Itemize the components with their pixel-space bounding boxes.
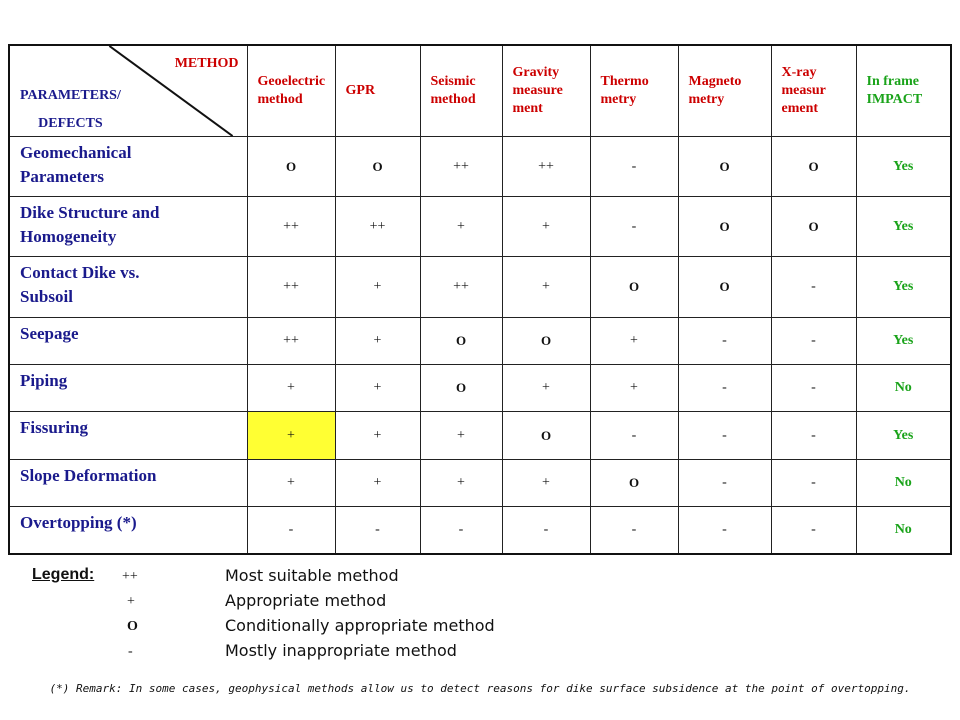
row-label: Fissuring bbox=[9, 412, 247, 460]
row-label: Geomechanical Parameters bbox=[9, 137, 247, 197]
cell-gpr: O bbox=[335, 137, 420, 197]
cell-xray: O bbox=[771, 137, 856, 197]
cell-xray: - bbox=[771, 507, 856, 554]
legend-item bbox=[32, 566, 732, 590]
cell-xray: - bbox=[771, 365, 856, 412]
cell-gravity: O bbox=[502, 412, 590, 460]
cell-geoelectric: ++ bbox=[247, 197, 335, 257]
header-row bbox=[9, 45, 951, 137]
cell-magnetometry: O bbox=[678, 197, 771, 257]
cell-gravity: + bbox=[502, 365, 590, 412]
table-row bbox=[9, 318, 951, 365]
corner-method-label: METHOD bbox=[174, 56, 239, 71]
cell-inframe-impact: Yes bbox=[856, 318, 951, 365]
method-header-geoelectric: Geoelectric method bbox=[247, 45, 335, 137]
cell-gravity: + bbox=[502, 257, 590, 318]
cell-thermometry: O bbox=[590, 257, 678, 318]
cell-geoelectric: + bbox=[247, 460, 335, 507]
corner-parameters-label bbox=[20, 82, 121, 138]
cell-inframe-impact: Yes bbox=[856, 137, 951, 197]
legend-item bbox=[32, 641, 732, 665]
legend-item bbox=[32, 616, 732, 640]
methods-table bbox=[8, 44, 952, 555]
cell-thermometry: - bbox=[590, 412, 678, 460]
table-body bbox=[9, 137, 951, 555]
method-header-seismic: Seismic method bbox=[420, 45, 502, 137]
cell-gravity: + bbox=[502, 197, 590, 257]
legend-item bbox=[32, 591, 732, 615]
cell-seismic: ++ bbox=[420, 257, 502, 318]
cell-thermometry: + bbox=[590, 365, 678, 412]
table-row bbox=[9, 412, 951, 460]
cell-thermometry: + bbox=[590, 318, 678, 365]
method-header-magnetometry: Magneto metry bbox=[678, 45, 771, 137]
row-label: Seepage bbox=[9, 318, 247, 365]
cell-gpr: + bbox=[335, 365, 420, 412]
cell-magnetometry: O bbox=[678, 137, 771, 197]
cell-seismic: O bbox=[420, 318, 502, 365]
table-row bbox=[9, 460, 951, 507]
method-header-gpr: GPR bbox=[335, 45, 420, 137]
cell-gpr: + bbox=[335, 412, 420, 460]
cell-inframe-impact: No bbox=[856, 507, 951, 554]
cell-magnetometry: - bbox=[678, 460, 771, 507]
row-label: Piping bbox=[9, 365, 247, 412]
method-header-gravity: Gravity measure ment bbox=[502, 45, 590, 137]
row-label: Dike Structure and Homogeneity bbox=[9, 197, 247, 257]
cell-xray: - bbox=[771, 318, 856, 365]
cell-inframe-impact: Yes bbox=[856, 197, 951, 257]
cell-thermometry: - bbox=[590, 137, 678, 197]
cell-gpr: ++ bbox=[335, 197, 420, 257]
table-row bbox=[9, 197, 951, 257]
table-row bbox=[9, 137, 951, 197]
cell-geoelectric: ++ bbox=[247, 257, 335, 318]
cell-seismic: ++ bbox=[420, 137, 502, 197]
cell-xray: - bbox=[771, 412, 856, 460]
row-label: Contact Dike vs. Subsoil bbox=[9, 257, 247, 318]
cell-magnetometry: - bbox=[678, 507, 771, 554]
cell-xray: - bbox=[771, 460, 856, 507]
cell-gpr: - bbox=[335, 507, 420, 554]
cell-inframe-impact: Yes bbox=[856, 257, 951, 318]
cell-gravity: ++ bbox=[502, 137, 590, 197]
legend-description: Appropriate method bbox=[225, 591, 387, 610]
legend-symbol: ++ bbox=[122, 569, 138, 584]
legend-symbol: O bbox=[127, 619, 138, 634]
table-row bbox=[9, 257, 951, 318]
cell-geoelectric: + bbox=[247, 365, 335, 412]
cell-magnetometry: O bbox=[678, 257, 771, 318]
cell-gpr: + bbox=[335, 257, 420, 318]
cell-xray: O bbox=[771, 197, 856, 257]
legend-title: Legend: bbox=[32, 566, 95, 583]
method-header-inframe-impact: In frame IMPACT bbox=[856, 45, 951, 137]
cell-geoelectric: - bbox=[247, 507, 335, 554]
cell-seismic: O bbox=[420, 365, 502, 412]
cell-gpr: + bbox=[335, 318, 420, 365]
cell-magnetometry: - bbox=[678, 412, 771, 460]
cell-thermometry: - bbox=[590, 507, 678, 554]
cell-inframe-impact: No bbox=[856, 365, 951, 412]
cell-inframe-impact: Yes bbox=[856, 412, 951, 460]
cell-geoelectric: O bbox=[247, 137, 335, 197]
cell-geoelectric: ++ bbox=[247, 318, 335, 365]
cell-seismic: + bbox=[420, 460, 502, 507]
row-label: Overtopping (*) bbox=[9, 507, 247, 554]
cell-gpr: + bbox=[335, 460, 420, 507]
cell-xray: - bbox=[771, 257, 856, 318]
cell-inframe-impact: No bbox=[856, 460, 951, 507]
cell-magnetometry: - bbox=[678, 318, 771, 365]
legend-symbol: - bbox=[128, 644, 133, 659]
legend-description: Most suitable method bbox=[225, 566, 399, 585]
cell-thermometry: O bbox=[590, 460, 678, 507]
corner-parameters-line: PARAMETERS/ bbox=[20, 88, 121, 103]
legend-description: Mostly inappropriate method bbox=[225, 641, 457, 660]
cell-gravity: O bbox=[502, 318, 590, 365]
cell-geoelectric: + bbox=[247, 412, 335, 460]
cell-magnetometry: - bbox=[678, 365, 771, 412]
row-label: Slope Deformation bbox=[9, 460, 247, 507]
cell-seismic: + bbox=[420, 412, 502, 460]
corner-defects-line: DEFECTS bbox=[38, 116, 103, 131]
legend-description: Conditionally appropriate method bbox=[225, 616, 495, 635]
cell-seismic: + bbox=[420, 197, 502, 257]
method-header-thermometry: Thermo metry bbox=[590, 45, 678, 137]
cell-thermometry: - bbox=[590, 197, 678, 257]
table-row bbox=[9, 365, 951, 412]
cell-seismic: - bbox=[420, 507, 502, 554]
cell-gravity: + bbox=[502, 460, 590, 507]
corner-header-cell bbox=[9, 45, 247, 137]
remark-footnote: (*) Remark: In some cases, geophysical methods allow us to detect reasons for dike surface subsidence at the point of overtopping. bbox=[49, 682, 911, 695]
legend-symbol: + bbox=[127, 594, 135, 609]
method-header-xray: X-ray measur ement bbox=[771, 45, 856, 137]
table-row bbox=[9, 507, 951, 554]
cell-gravity: - bbox=[502, 507, 590, 554]
